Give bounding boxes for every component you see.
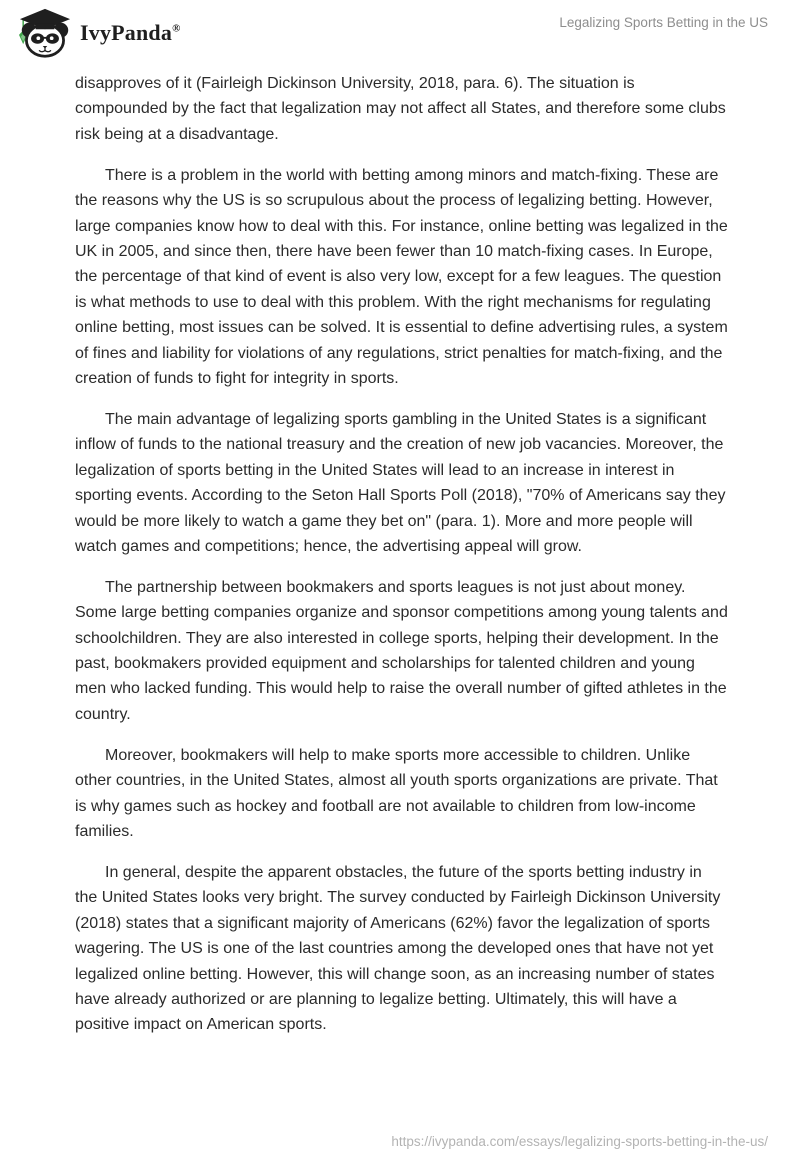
brand — [14, 7, 181, 59]
panda-graduate-icon — [14, 7, 76, 59]
paragraph: The main advantage of legalizing sports gambling in the United States is a significant inflow of funds to the national treasury and the creation of new job vacancies. Moreover, the legalization of sports betting in the United States will lead to an increase in interest in sporting events. According to the Seton Hall Sports Poll (2018), "70% of Americans say they would be more likely to watch a game they bet on" (para. 1). More and more people will watch games and competitions; hence, the advertising appeal will grow. — [75, 410, 726, 555]
paragraph: In general, despite the apparent obstacles, the future of the sports betting industry in the United States looks very bright. The survey conducted by Fairleigh Dickinson University (2018) states that a significant majority of Americans (62%) favor the legalization of sports wagering. The US is one of the last countries among the developed ones that have not yet legalized online betting. However, this will change soon, as an increasing number of states have already authorized or are planning to legalize betting. Ultimately, this will have a positive impact on American sports. — [75, 863, 721, 1034]
registered-trademark-symbol: ® — [172, 22, 181, 35]
brand-name-text: IvyPanda — [80, 20, 173, 45]
paragraph: The partnership between bookmakers and sports leagues is not just about money. Some large betting companies organize and sponsor competitions among young talents and schoolchildren. They are also interested in college sports, helping their development. In the past, bookmakers provided equipment and scholarships for talented children and young men who lacked funding. This would help to raise the overall number of gifted athletes in the country. — [75, 578, 728, 723]
source-url: https://ivypanda.com/essays/legalizing-sports-betting-in-the-us/ — [391, 1134, 768, 1149]
paragraph: There is a problem in the world with betting among minors and match-fixing. These are the reasons why the US is so scrupulous about the process of legalizing betting. However, large companies know how to deal with this. For instance, online betting was legalized in the UK in 2005, and since then, there have been fewer than 10 match-fixing cases. In Europe, the percentage of that kind of event is also very low, except for a few leagues. The question is what methods to use to deal with this problem. With the right mechanisms for regulating online betting, most issues can be solved. It is essential to define advertising rules, a system of fines and liability for violations of any regulations, strict penalties for match-fixing, and the creation of funds to fight for integrity in sports. — [75, 166, 728, 387]
document-title: Legalizing Sports Betting in the US — [559, 15, 768, 30]
page-header — [0, 0, 800, 66]
essay-body — [75, 71, 728, 1053]
paragraph-continuation: disapproves of it (Fairleigh Dickinson University, 2018, para. 6). The situation is compounded by the fact that legalization may not affect all States, and therefore some clubs risk being at a disadvantage. — [75, 75, 726, 143]
brand-name — [80, 20, 181, 46]
paragraph: Moreover, bookmakers will help to make sports more accessible to children. Unlike other countries, in the United States, almost all youth sports organizations are private. That is why games such as hockey and football are not available to children from low-income families. — [75, 746, 718, 840]
